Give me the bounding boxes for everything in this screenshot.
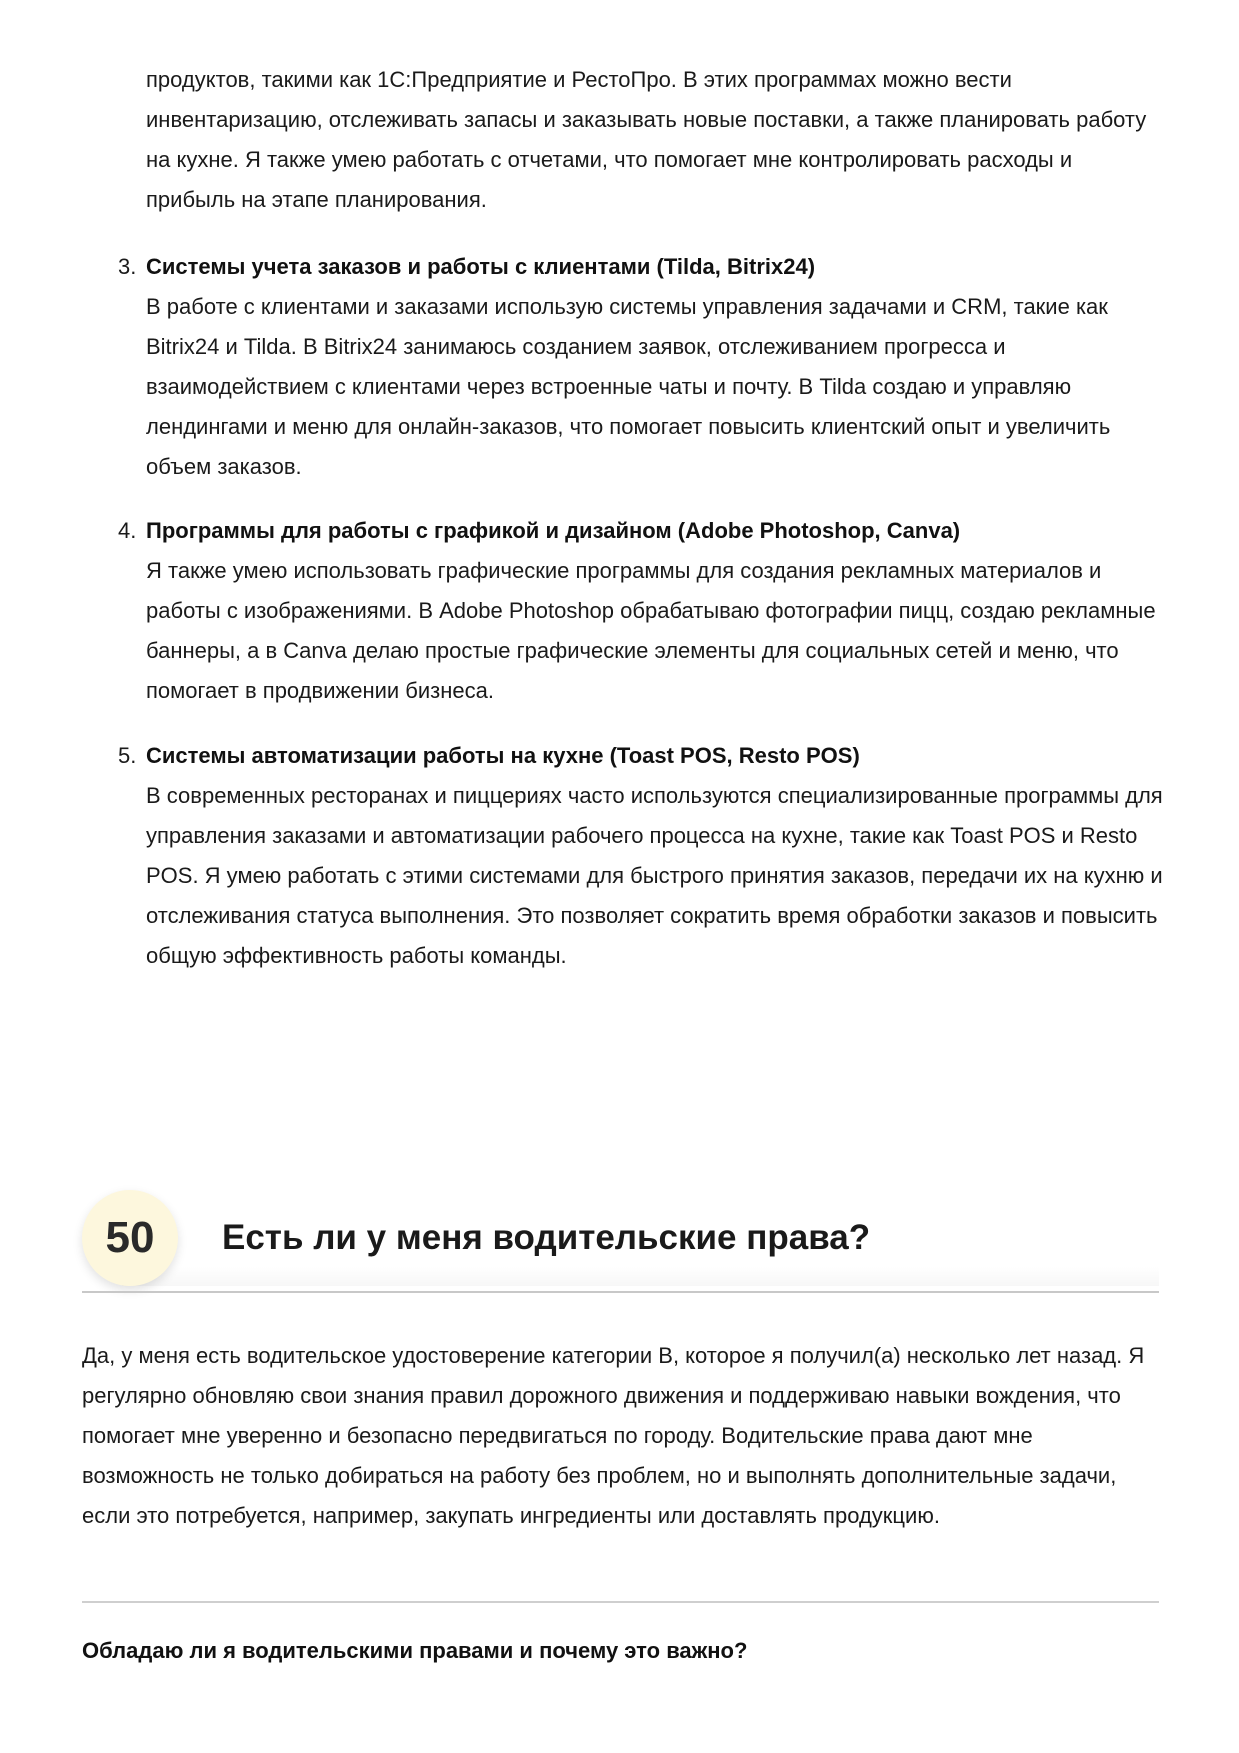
list-number: 5.: [118, 743, 137, 768]
list-item: [118, 511, 1166, 711]
divider: [82, 1601, 1159, 1603]
list-number: 3.: [118, 254, 137, 279]
list-item: [118, 247, 1166, 487]
list-number: 4.: [118, 518, 137, 543]
list-item-title: Программы для работы с графикой и дизайном (Adobe Photoshop, Canva): [146, 518, 961, 543]
list-item-title: Системы учета заказов и работы с клиентами (Tilda, Bitrix24): [146, 254, 816, 279]
question-number-badge: 50: [82, 1190, 178, 1286]
list-item-body: Я также умею использовать графические программы для создания рекламных материалов и работы с изображениями. В Adobe Photoshop обрабатываю фотографии пицц, создаю рекламные баннеры, а в Canva делаю простые графические элементы для социальных сетей и меню, что помогает в продвижении бизнеса.: [146, 558, 1156, 703]
subheading: Обладаю ли я водительскими правами и почему это важно?: [82, 1638, 748, 1663]
list-item: [118, 736, 1166, 976]
list-item-body: В работе с клиентами и заказами использую системы управления задачами и CRM, такие как Bitrix24 и Tilda. В Bitrix24 занимаюсь созданием заявок, отслеживанием прогресса и взаимодействием с клиентами через встроенные чаты и почту. В Tilda создаю и управляю лендингами и меню для онлайн-заказов, что помогает повысить клиентский опыт и увеличить объем заказов.: [146, 294, 1111, 479]
answer-paragraph: Да, у меня есть водительское удостоверение категории B, которое я получил(а) несколько лет назад. Я регулярно обновляю свои знания правил дорожного движения и поддерживаю навыки вождения, что помогает мне уверенно и безопасно передвигаться по городу. Водительские права дают мне возможность не только добираться на работу без проблем, но и выполнять дополнительные задачи, если это потребуется, например, закупать ингредиенты или доставлять продукцию.: [82, 1343, 1145, 1528]
list-item-body: В современных ресторанах и пиццериях часто используются специализированные программы для управления заказами и автоматизации рабочего процесса на кухне, такие как Toast POS и Resto POS. Я умею работать с этими системами для быстрого принятия заказов, передачи их на кухню и отслеживания статуса выполнения. Это позволяет сократить время обработки заказов и повысить общую эффективность работы команды.: [146, 783, 1163, 968]
section-header-rule: [82, 1291, 1159, 1293]
section-title: Есть ли у меня водительские права?: [222, 1218, 871, 1257]
intro-paragraph: продуктов, такими как 1С:Предприятие и РестоПро. В этих программах можно вести инвентаризацию, отслеживать запасы и заказывать новые поставки, а также планировать работу на кухне. Я также умею работать с отчетами, что помогает мне контролировать расходы и прибыль на этапе планирования.: [146, 67, 1147, 212]
section-header: [82, 1190, 1159, 1290]
list-item-title: Системы автоматизации работы на кухне (Toast POS, Resto POS): [146, 743, 860, 768]
